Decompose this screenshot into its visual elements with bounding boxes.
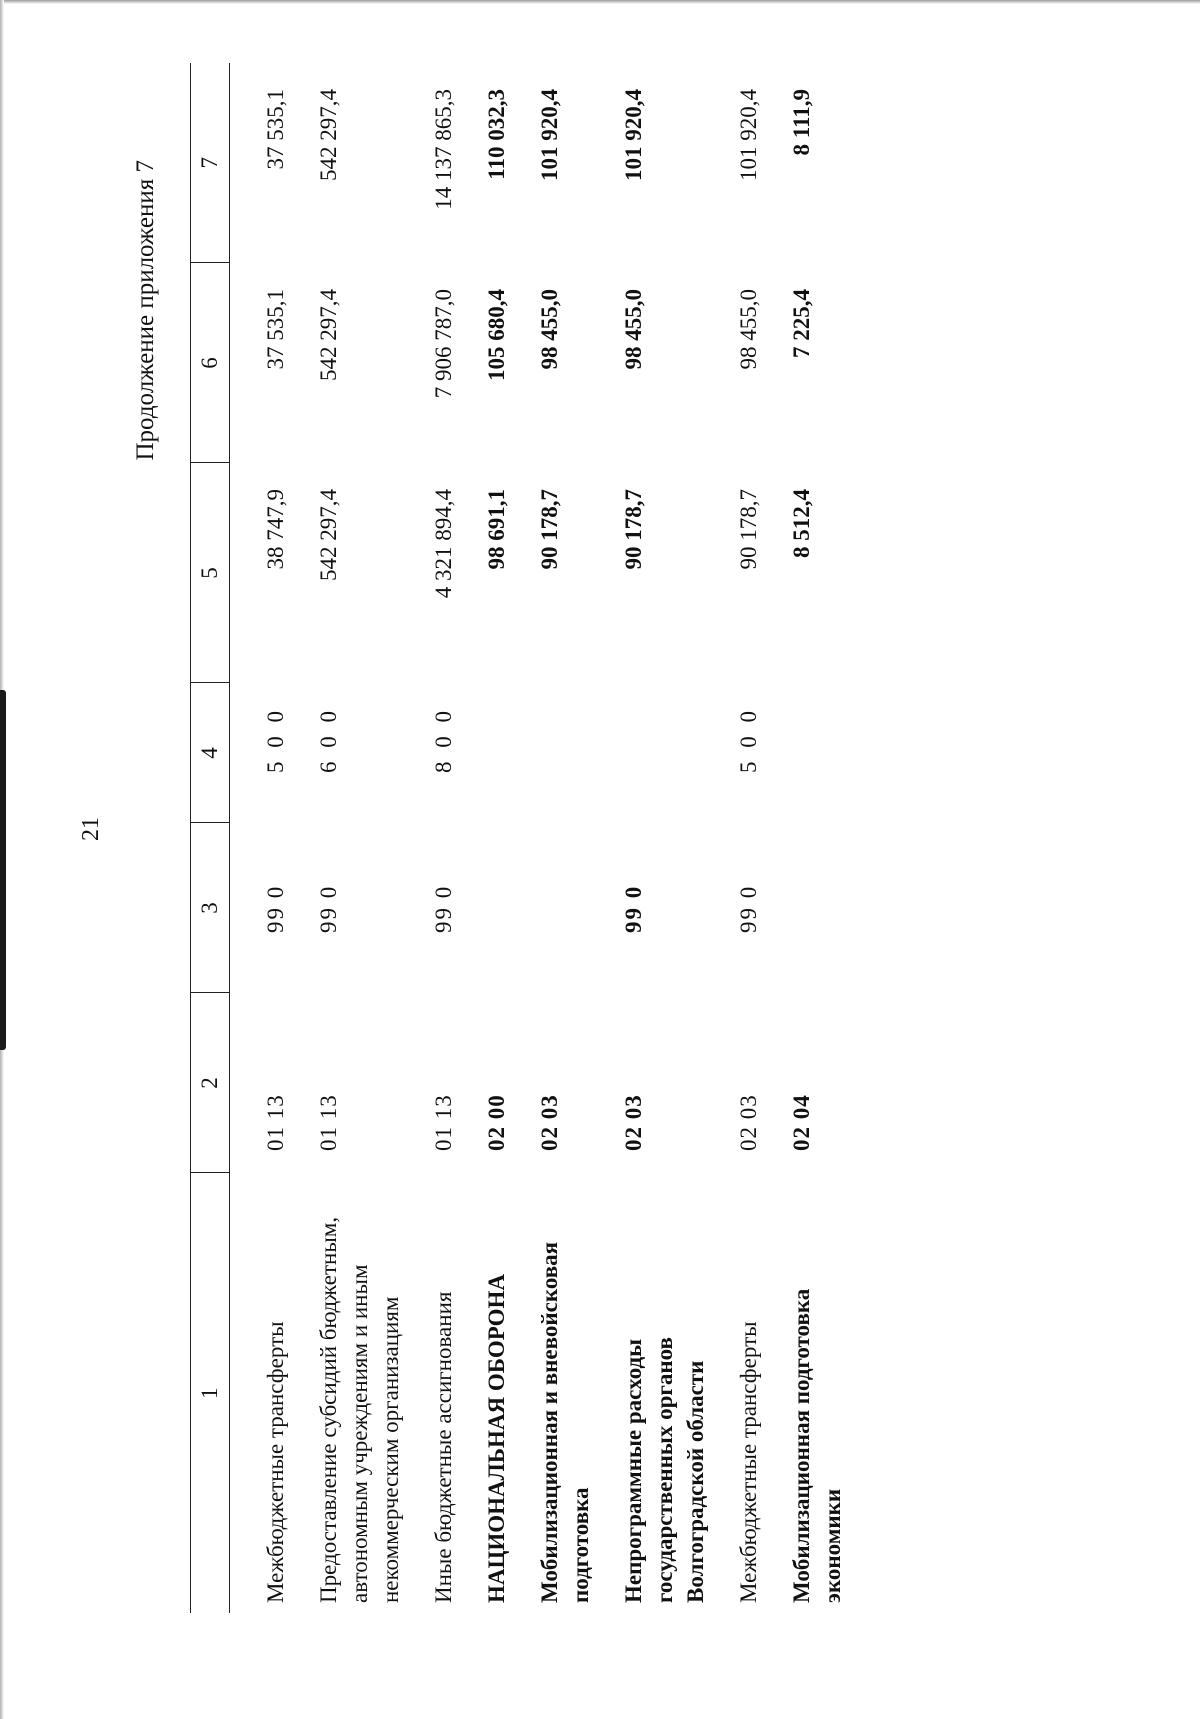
row-name: Предоставление субсидий бюджетным, автономным учреждениям и иным некоммерческим организациям — [316, 1216, 403, 1603]
row-section-code: 02 04 — [789, 1094, 814, 1151]
row-section-code: 02 03 — [537, 1094, 562, 1151]
row-name: Непрограммные расходы государственных органов Волгоградской области — [621, 1337, 708, 1603]
row-value-col7: 14 137 865,3 — [431, 89, 456, 210]
row-name: Межбюджетные трансферты — [263, 1321, 288, 1603]
row-section-code: 02 00 — [484, 1094, 509, 1151]
row-value-col7: 101 920,4 — [537, 89, 562, 181]
row-value-col6: 98 455,0 — [736, 289, 761, 370]
row-program-code — [534, 823, 618, 993]
row-section-code: 02 03 — [621, 1094, 646, 1151]
table-row — [618, 63, 733, 1613]
table-row — [534, 63, 618, 1613]
table-row — [230, 63, 314, 1613]
row-section-code: 01 13 — [316, 1094, 341, 1151]
row-value-col7: 101 920,4 — [621, 89, 646, 181]
row-value-col5: 90 178,7 — [621, 489, 646, 570]
row-value-col6: 37 535,1 — [263, 289, 288, 370]
row-value-col7: 8 111,9 — [789, 89, 814, 156]
row-value-col6: 98 455,0 — [537, 289, 562, 370]
row-name: НАЦИОНАЛЬНАЯ ОБОРОНА — [484, 1273, 509, 1603]
row-value-col6: 7 906 787,0 — [431, 289, 456, 399]
row-value-col5: 90 178,7 — [537, 489, 562, 570]
header-col-1: 1 — [191, 1173, 230, 1613]
row-value-col6: 7 225,4 — [789, 289, 814, 358]
row-value-col5: 98 691,1 — [484, 489, 509, 570]
row-expense-type: 5 0 0 — [736, 707, 761, 773]
row-expense-type — [481, 683, 534, 823]
header-col-3: 3 — [191, 823, 230, 993]
row-program-code: 99 0 — [621, 884, 646, 933]
row-program-code: 99 0 — [316, 884, 341, 933]
row-expense-type: 6 0 0 — [316, 707, 341, 773]
row-value-col7: 110 032,3 — [484, 89, 509, 180]
row-value-col6: 542 297,4 — [316, 289, 341, 381]
row-program-code: 99 0 — [263, 884, 288, 933]
table-row — [428, 63, 481, 1613]
row-program-code: 99 0 — [736, 884, 761, 933]
row-name: Межбюджетные трансферты — [736, 1321, 761, 1603]
row-section-code: 01 13 — [263, 1094, 288, 1151]
row-value-col6: 98 455,0 — [621, 289, 646, 370]
row-value-col7: 101 920,4 — [736, 89, 761, 181]
row-value-col5: 90 178,7 — [736, 489, 761, 570]
row-section-code: 02 03 — [736, 1094, 761, 1151]
row-expense-type — [534, 683, 618, 823]
table-row — [786, 63, 870, 1613]
row-value-col5: 8 512,4 — [789, 489, 814, 558]
row-name: Мобилизационная и вневойсковая подготовка — [537, 1241, 593, 1603]
row-expense-type — [786, 683, 870, 823]
table-row — [313, 63, 428, 1613]
row-name: Мобилизационная подготовка экономики — [789, 1288, 845, 1603]
header-col-2: 2 — [191, 993, 230, 1173]
row-program-code: 99 0 — [431, 884, 456, 933]
header-col-5: 5 — [191, 463, 230, 683]
row-value-col6: 105 680,4 — [484, 289, 509, 381]
budget-table — [190, 63, 870, 1613]
row-program-code — [786, 823, 870, 993]
row-value-col7: 37 535,1 — [263, 89, 288, 170]
row-expense-type: 5 0 0 — [263, 707, 288, 773]
appendix-continuation-label: Продолжение приложения 7 — [132, 160, 159, 461]
header-col-6: 6 — [191, 263, 230, 463]
header-col-4: 4 — [191, 683, 230, 823]
row-value-col5: 542 297,4 — [316, 489, 341, 581]
table-row — [481, 63, 534, 1613]
row-value-col5: 4 321 894,4 — [431, 489, 456, 599]
header-col-7: 7 — [191, 63, 230, 263]
table-header-row — [191, 63, 230, 1613]
row-expense-type: 8 0 0 — [431, 707, 456, 773]
row-value-col7: 542 297,4 — [316, 89, 341, 181]
row-program-code — [481, 823, 534, 993]
table-row — [733, 63, 786, 1613]
row-expense-type — [618, 683, 733, 823]
row-name: Иные бюджетные ассигнования — [431, 1291, 456, 1603]
page-number: 21 — [78, 817, 104, 841]
row-section-code: 01 13 — [431, 1094, 456, 1151]
row-value-col5: 38 747,9 — [263, 489, 288, 570]
